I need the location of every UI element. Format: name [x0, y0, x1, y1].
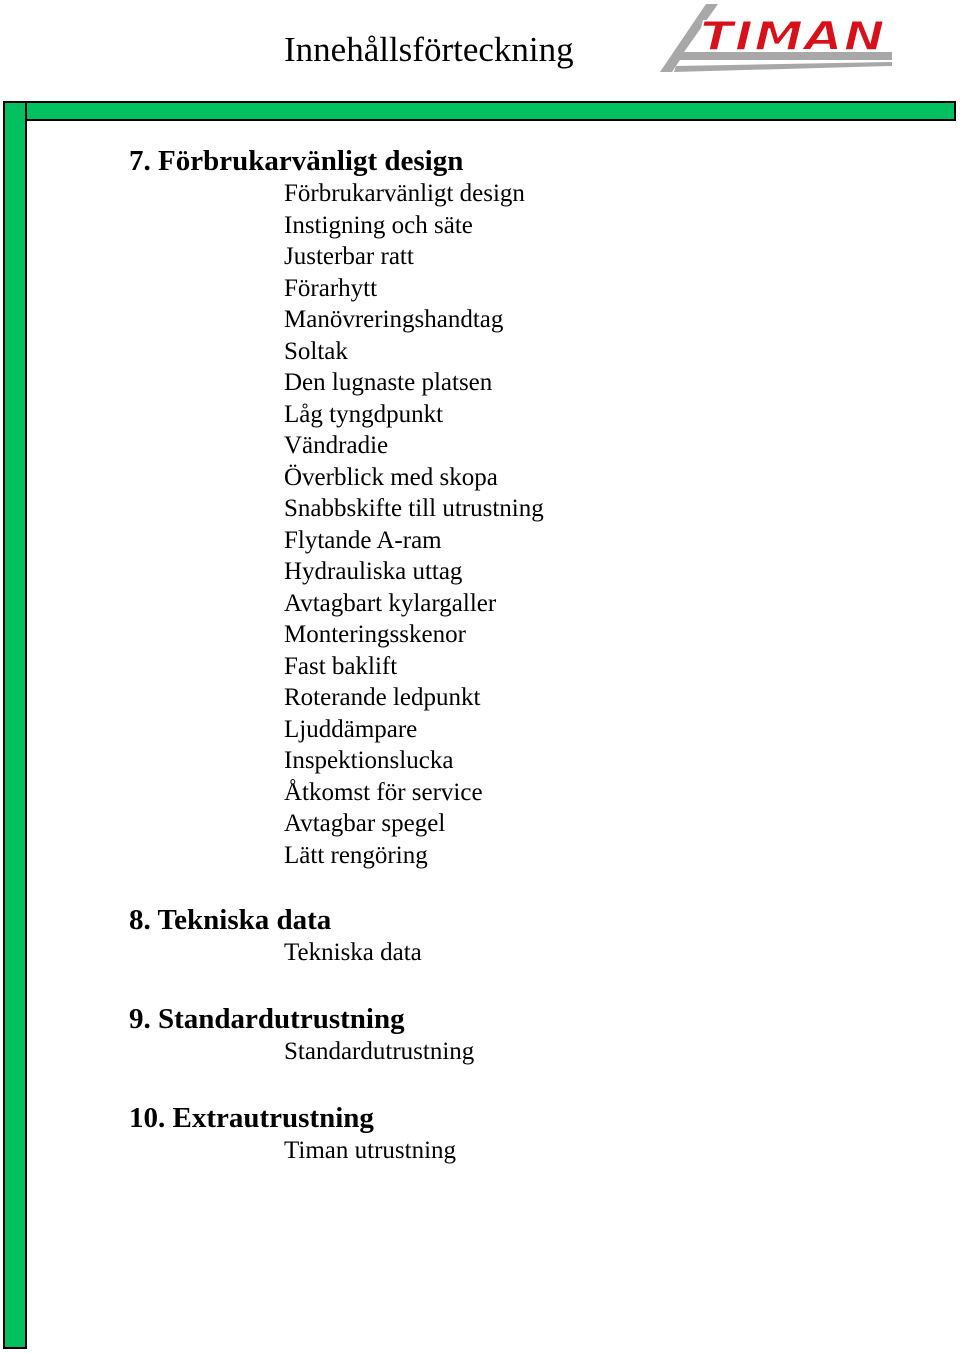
toc-item: Snabbskifte till utrustning — [284, 495, 544, 522]
section-heading: 10. Extrautrustning — [129, 1102, 374, 1134]
toc-item: Låg tyngdpunkt — [284, 400, 444, 428]
frame-left-bar — [3, 101, 27, 1349]
toc-item: Flytande A-ram — [284, 526, 442, 554]
toc-item: Standardutrustning — [284, 1038, 475, 1065]
toc-item: Förarhytt — [284, 274, 378, 302]
toc-list — [284, 937, 422, 969]
toc-item: Inspektionslucka — [284, 747, 454, 774]
toc-item: Justerbar ratt — [284, 243, 414, 270]
toc-list — [284, 1036, 474, 1068]
toc-list — [284, 1135, 456, 1167]
section-heading: 9. Standardutrustning — [129, 1003, 405, 1035]
page-title: Innehållsförteckning — [284, 30, 574, 69]
section-heading: 8. Tekniska data — [129, 904, 332, 936]
toc-item: Fast baklift — [284, 652, 398, 680]
toc-item: Den lugnaste platsen — [284, 369, 493, 396]
toc-item: Instigning och säte — [284, 211, 473, 239]
frame-top-bar — [3, 101, 956, 121]
toc-list — [284, 178, 544, 871]
toc-item: Manövreringshandtag — [284, 306, 504, 333]
logo-text: TIMAN — [700, 14, 886, 60]
toc-item: Monteringsskenor — [284, 621, 466, 648]
toc-item: Avtagbart kylargaller — [284, 589, 497, 617]
timan-logo — [656, 4, 896, 76]
toc-item: Överblick med skopa — [284, 463, 498, 491]
section-heading: 7. Förbrukarvänligt design — [129, 145, 464, 177]
toc-item: Roterande ledpunkt — [284, 684, 481, 711]
toc-item: Förbrukarvänligt design — [284, 180, 525, 207]
frame-corner — [5, 103, 25, 119]
toc-item: Lätt rengöring — [284, 841, 428, 869]
toc-item: Tekniska data — [284, 939, 422, 966]
toc-item: Vändradie — [284, 432, 389, 459]
toc-item: Avtagbar spegel — [284, 810, 446, 837]
toc-item: Soltak — [284, 337, 348, 365]
toc-item: Hydrauliska uttag — [284, 558, 463, 585]
toc-item: Ljuddämpare — [284, 715, 418, 743]
toc-item: Timan utrustning — [284, 1137, 457, 1164]
toc-item: Åtkomst för service — [284, 778, 483, 806]
